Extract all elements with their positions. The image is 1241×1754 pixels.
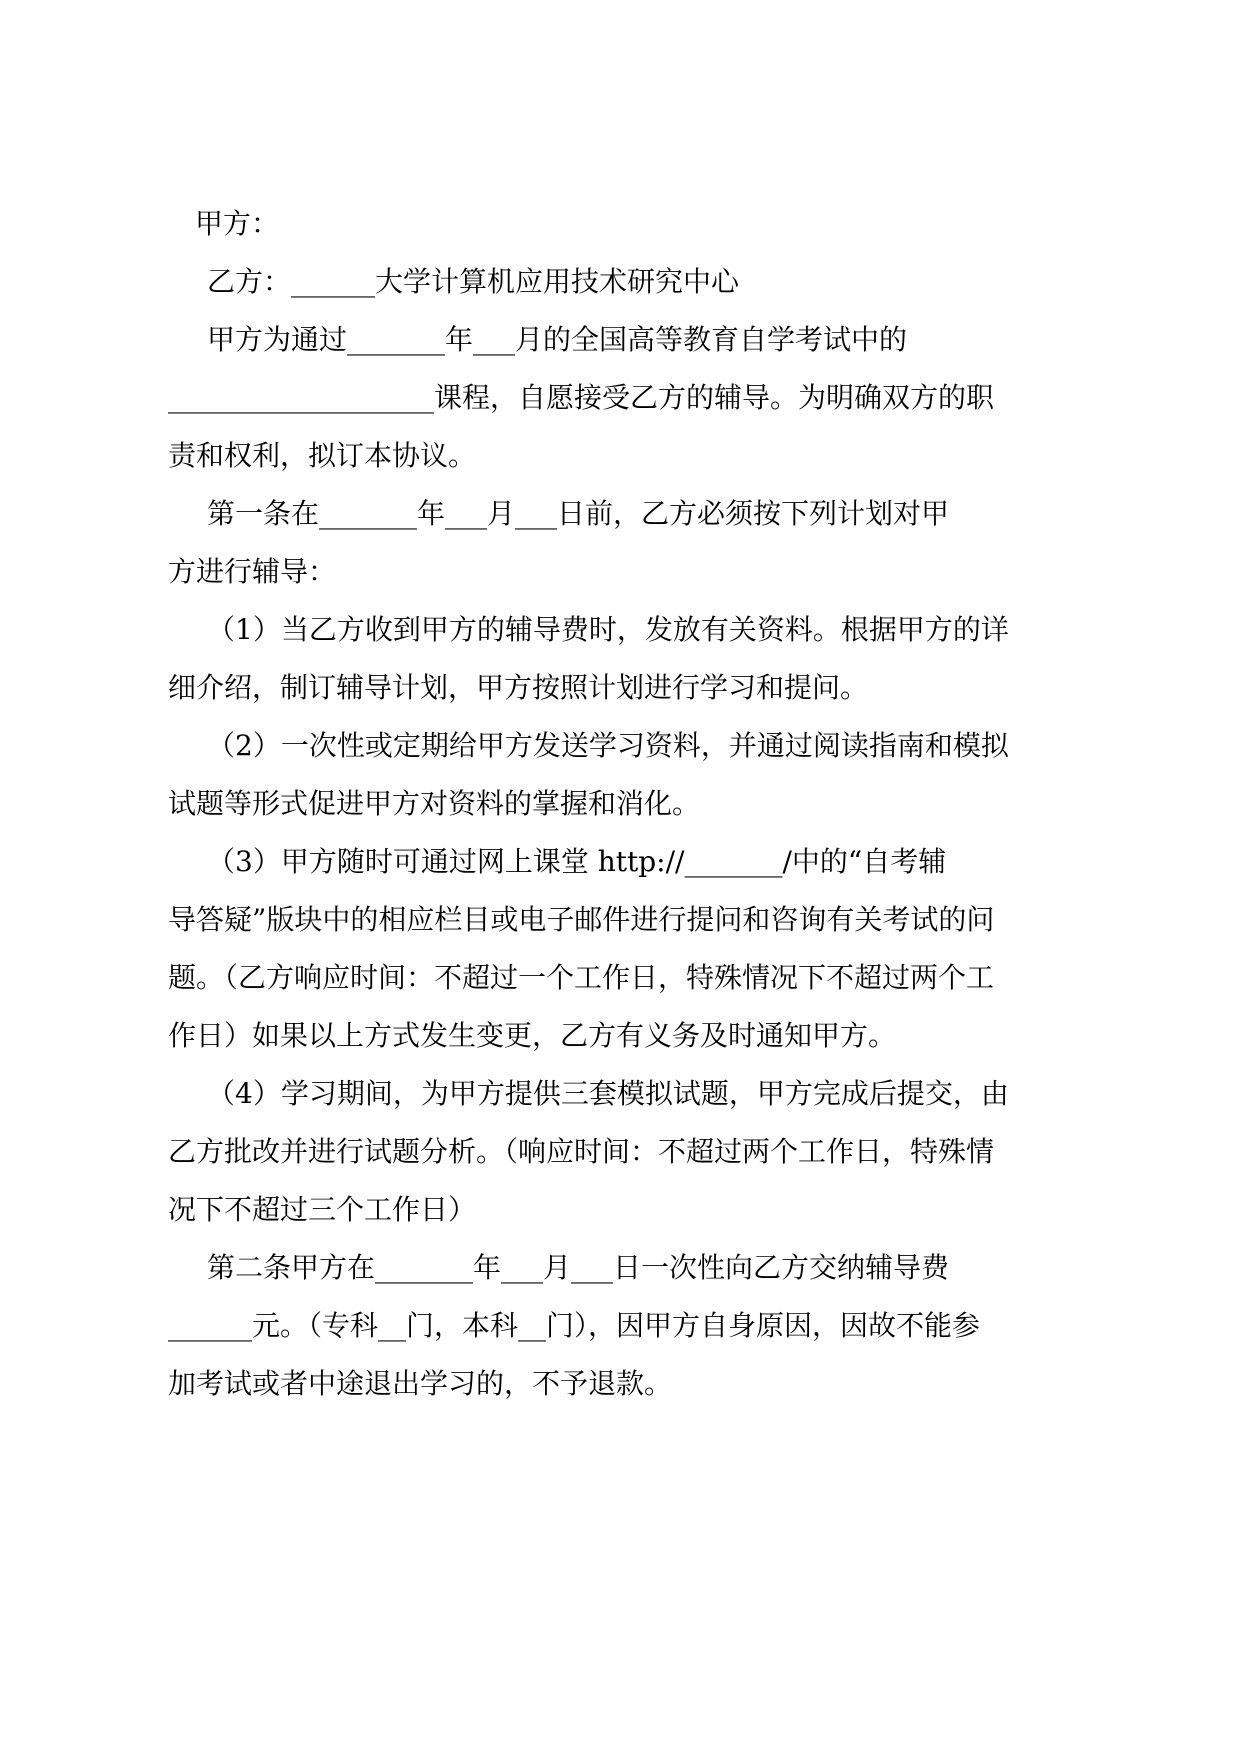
article2-line-1: 第二条甲方在_______年___月___日一次性向乙方交纳辅导费 [207,1251,950,1284]
article1-line-1: 第一条在_______年___月___日前，乙方必须按下列计划对甲 [207,497,950,530]
party-a-line: 甲方： [195,207,280,240]
intro-line-1: 甲方为通过_______年___月的全国高等教育自学考试中的 [207,323,908,356]
item3-line-3: 题。（乙方响应时间：不超过一个工作日，特殊情况下不超过两个工 [168,961,995,994]
item2-line-2: 试题等形式促进甲方对资料的掌握和消化。 [168,787,701,820]
item3-line-2: 导答疑”版块中的相应栏目或电子邮件进行提问和咨询有关考试的问 [168,903,995,936]
item2-line-1: （2）一次性或定期给甲方发送学习资料，并通过阅读指南和模拟 [207,729,1009,762]
article2-line-3: 加考试或者中途退出学习的，不予退款。 [168,1367,673,1400]
item4-line-2: 乙方批改并进行试题分析。（响应时间：不超过两个工作日，特殊情 [168,1135,995,1168]
article2-line-2: ______元。（专科__门，本科__门），因甲方自身原因，因故不能参 [168,1309,981,1342]
intro-line-3: 责和权利，拟订本协议。 [168,439,477,472]
item4-line-1: （4）学习期间，为甲方提供三套模拟试题，甲方完成后提交，由 [207,1077,1009,1110]
article1-line-2: 方进行辅导： [168,555,337,588]
item3-line-4: 作日）如果以上方式发生变更，乙方有义务及时通知甲方。 [168,1019,897,1052]
item1-line-2: 细介绍，制订辅导计划，甲方按照计划进行学习和提问。 [168,671,869,704]
item4-line-3: 况下不超过三个工作日） [168,1193,477,1226]
intro-line-2: ___________________课程，自愿接受乙方的辅导。为明确双方的职 [168,381,995,414]
item1-line-1: （1）当乙方收到甲方的辅导费时，发放有关资料。根据甲方的详 [207,613,1009,646]
item3-line-1: （3）甲方随时可通过网上课堂 http://_______/中的“自考辅 [207,845,947,878]
party-b-line: 乙方：______大学计算机应用技术研究中心 [207,265,740,298]
